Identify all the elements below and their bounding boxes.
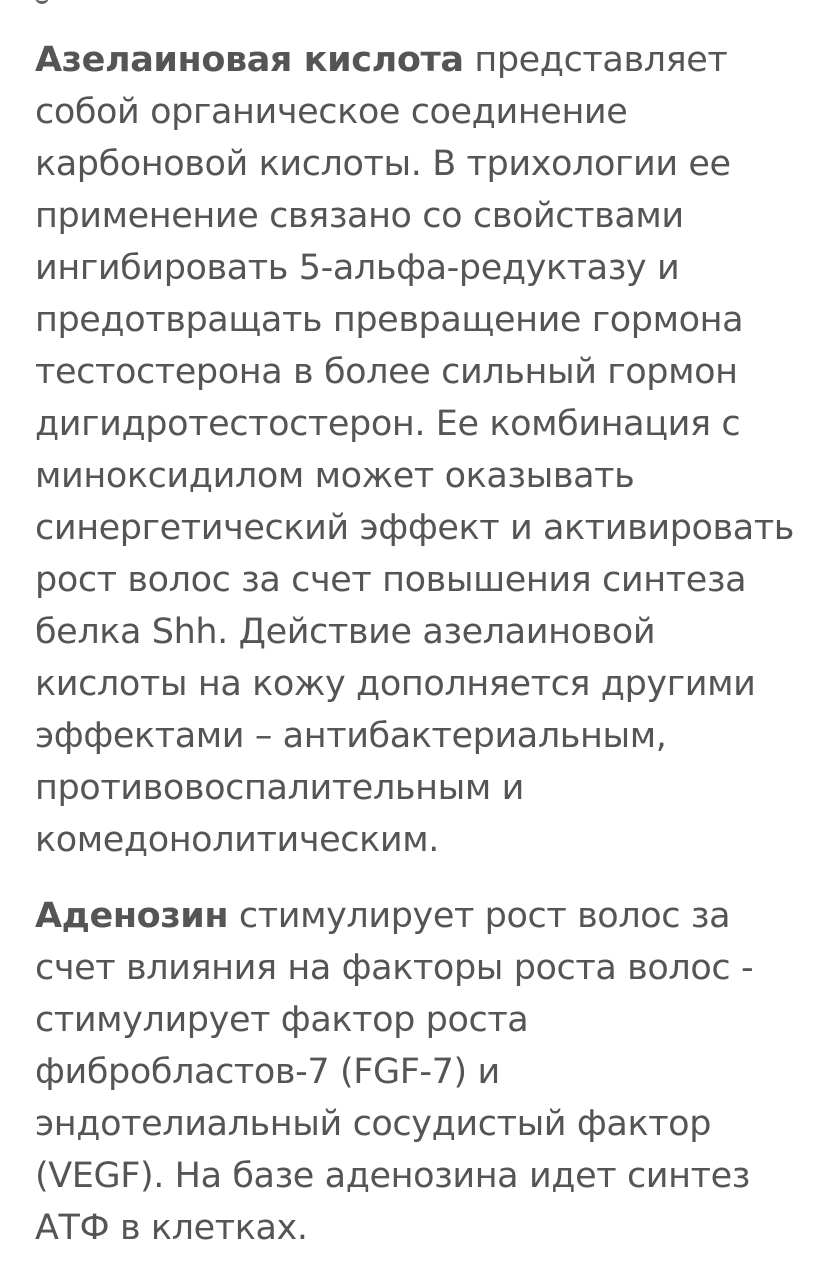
term-adenosine: Аденозин — [35, 896, 229, 936]
paragraph-adenosine — [35, 890, 795, 1254]
term-azelaic-acid: Азелаиновая кислота — [35, 40, 464, 80]
cutoff-text-fragment — [35, 0, 51, 4]
paragraph-text: стимулирует рост волос за счет влияния на факторы роста волос - стимулирует фактор роста фибробластов-7 (FGF-7) и эндотелиальный сосудистый фактор (VEGF). На базе аденозина идет синтез АТФ в клетках. — [35, 896, 754, 1248]
paragraph-azelaic-acid — [35, 34, 795, 866]
paragraph-text: представляет собой органическое соединение карбоновой кислоты. В трихологии ее применение связано со свойствами ингибировать 5-альфа-редуктазу и предотвращать превращение гормона тестостерона в более сильный гормон дигидротестостерон. Ее комбинация с миноксидилом может оказывать синергетический эффект и активировать рост волос за счет повышения синтеза белка Shh. Действие азелаиновой кислоты на кожу дополняется другими эффектами – антибактериальным, противовоспалительным и комедонолитическим. — [35, 40, 795, 860]
article-body — [35, 34, 795, 1278]
